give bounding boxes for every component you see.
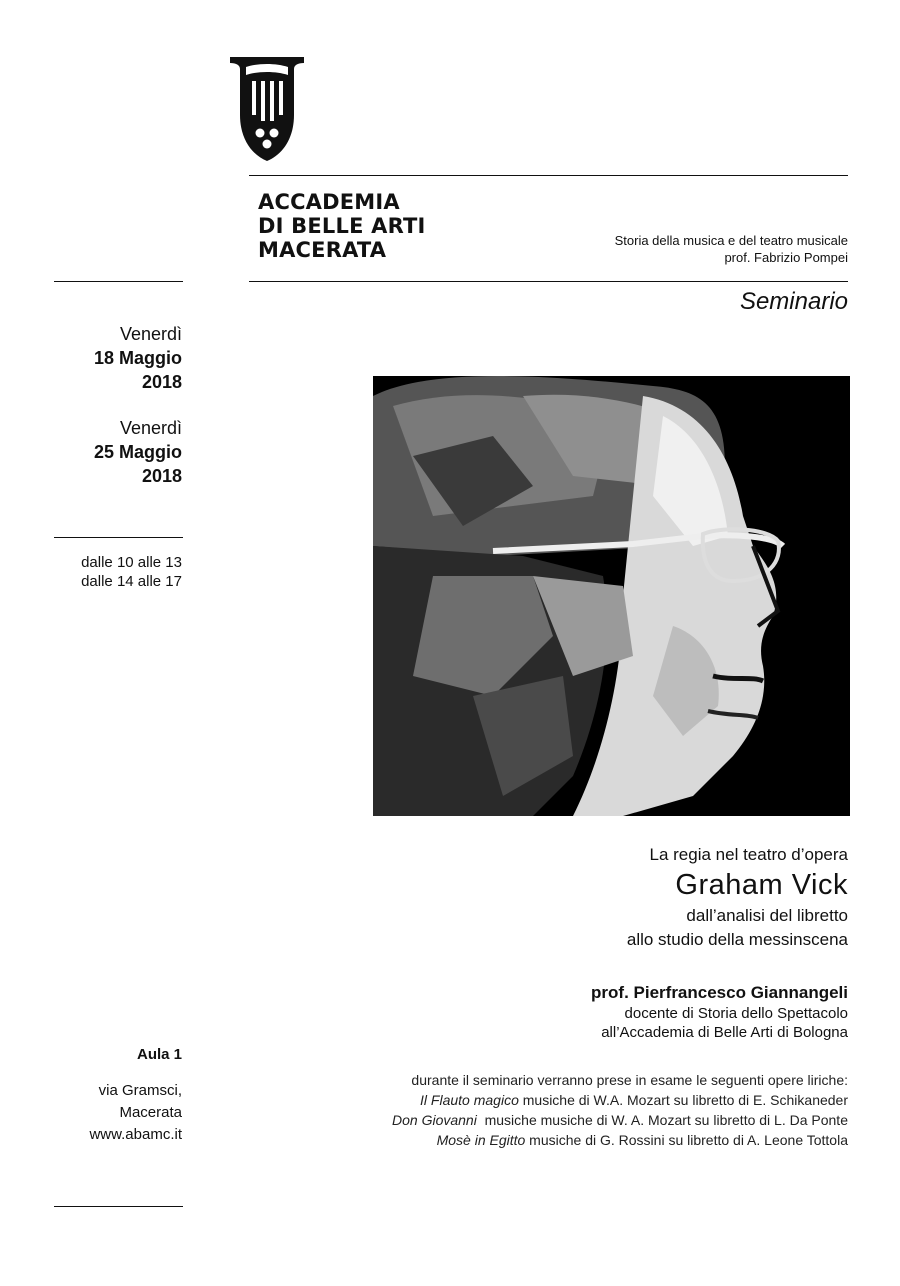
- course-info: [615, 232, 848, 266]
- opera-title: Mosè in Egitto: [436, 1132, 526, 1148]
- header-bottom-rule: [249, 281, 848, 282]
- opera-details: musiche musiche di W. A. Mozart su libretto di L. Da Ponte: [476, 1112, 848, 1128]
- operas-intro: durante il seminario verranno prese in esame le seguenti opere liriche:: [411, 1072, 848, 1088]
- institution-name-line: DI BELLE ARTI: [258, 214, 426, 238]
- date-value: 25 Maggio: [93, 442, 182, 462]
- left-rule-middle: [54, 537, 183, 538]
- hours-line: dalle 14 alle 17: [81, 573, 182, 590]
- venue-website-link[interactable]: www.abamc.it: [89, 1126, 182, 1143]
- opera-item: [392, 1130, 848, 1150]
- date-value: 18 Maggio: [93, 348, 182, 368]
- opera-title: Don Giovanni: [392, 1112, 477, 1128]
- speaker-role-line: all’Accademia di Belle Arti di Bologna: [601, 1024, 848, 1041]
- hours-block: [81, 553, 182, 591]
- venue-block: [89, 1044, 182, 1146]
- portrait-illustration: [373, 376, 850, 816]
- event-type: Seminario: [739, 288, 848, 315]
- talk-subtitle-line: allo studio della messinscena: [626, 930, 848, 949]
- venue-address-line: Macerata: [119, 1104, 182, 1121]
- venue-address-line: via Gramsci,: [98, 1082, 182, 1099]
- course-title: Storia della musica e del teatro musicale: [614, 233, 848, 248]
- hours-line: dalle 10 alle 13: [81, 554, 182, 571]
- date-year: 2018: [141, 466, 182, 486]
- academy-logo-icon: [228, 55, 306, 163]
- opera-item: [392, 1110, 848, 1130]
- speaker-role-line: docente di Storia dello Spettacolo: [624, 1005, 848, 1022]
- date-year: 2018: [141, 372, 182, 392]
- venue-room: Aula 1: [136, 1046, 182, 1063]
- left-rule-top: [54, 281, 183, 282]
- institution-name: [258, 190, 426, 262]
- opera-details: musiche di W.A. Mozart su libretto di E. Schikaneder: [518, 1092, 848, 1108]
- talk-title: Graham Vick: [675, 869, 848, 901]
- dates-block: [94, 322, 182, 488]
- talk-subtitle-line: dall’analisi del libretto: [686, 906, 848, 925]
- institution-name-line: MACERATA: [258, 238, 387, 262]
- speaker-name: prof. Pierfrancesco Giannangeli: [591, 983, 848, 1002]
- date-day: Venerdì: [119, 324, 182, 344]
- opera-details: musiche di G. Rossini su libretto di A. Leone Tottola: [525, 1132, 848, 1148]
- talk-topic: La regia nel teatro d’opera: [649, 845, 848, 864]
- opera-item: [392, 1090, 848, 1110]
- speaker-block: [591, 982, 848, 1042]
- date-day: Venerdì: [119, 418, 182, 438]
- opera-title: Il Flauto magico: [420, 1092, 519, 1108]
- course-professor: prof. Fabrizio Pompei: [724, 250, 848, 265]
- talk-block: [627, 844, 848, 952]
- institution-name-line: ACCADEMIA: [258, 190, 400, 214]
- operas-block: [392, 1070, 848, 1150]
- header-top-rule: [249, 175, 848, 176]
- left-rule-bottom: [54, 1206, 183, 1207]
